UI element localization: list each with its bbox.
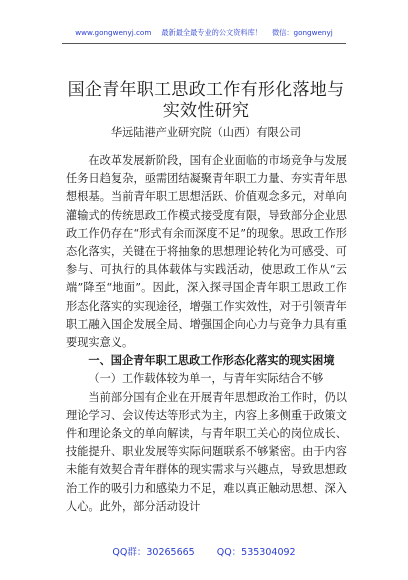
subsection-1-paragraph: 当前部分国有企业在开展青年思想政治工作时，仍以理论学习、会议传达等形式为主，内容上多侧重于政策文件和理论条文的单向解读，与青年职工关心的岗位成长、技能提升、职业发展等实际问题联系不够紧密。由于内容未能有效契合青年群体的现实需求与兴趣点，导致思想政治工作的吸引力和感染力不足，难以真正触动思想、深入人心。此外，部分活动设计 xyxy=(66,390,347,513)
document-organization: 华远陆港产业研究院（山西）有限公司 xyxy=(110,126,302,139)
footer-qq-group: QQ群：30265665 xyxy=(112,547,195,558)
footer-qq: QQ：535304092 xyxy=(216,547,296,558)
header-site-link[interactable]: www.gongwenyj.com xyxy=(75,28,152,37)
document-body xyxy=(66,152,347,516)
page-footer xyxy=(0,544,408,558)
subsection-1-heading: （一）工作载体较为单一，与青年实际结合不够 xyxy=(88,372,324,386)
page-header xyxy=(0,28,408,38)
header-slogan: 最新最全最专业的公文资料库！ xyxy=(161,28,262,37)
header-divider xyxy=(62,43,346,44)
header-wechat: 微信：gongwenyj xyxy=(271,28,333,37)
intro-paragraph: 在改革发展新阶段，国有企业面临的市场竞争与发展任务日趋复杂，亟需团结凝聚青年职工力量、夯实青年思想根基。当前青年职工思想活跃、价值观念多元，对单向灌输式的传统思政工作模式接受度有限，导致部分企业思政工作仍存在“形式有余而深度不足”的现象。思政工作形态化落实，关键在于将抽象的思想理论转化为可感受、可参与、可执行的具体载体与实践活动，使思政工作从“云端”降至“地面”。因此，深入探寻国企青年职工思政工作形态化落实的实现途径，增强工作实效性，对于引领青年职工融入国企发展全局、增强国企向心力与竞争力具有重要现实意义。 xyxy=(66,154,347,350)
section-1-heading: 一、国企青年职工思政工作形态化落实的现实困境 xyxy=(88,354,335,368)
document-title: 国企青年职工思政工作有形化落地与实效性研究 xyxy=(67,80,345,121)
